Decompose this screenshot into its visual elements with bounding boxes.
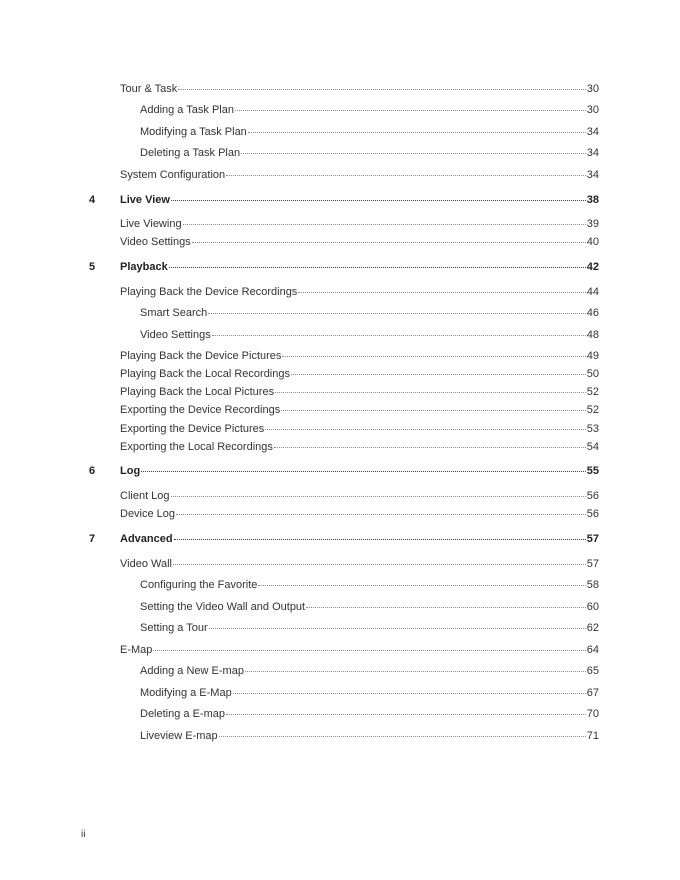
- toc-chapter-page: 57: [586, 533, 599, 545]
- toc-entry-page: 34: [586, 169, 599, 181]
- toc-entry-title: Exporting the Device Pictures: [120, 423, 265, 435]
- toc-entry-page: 54: [586, 441, 599, 453]
- toc-entry-title: Modifying a Task Plan: [140, 126, 247, 138]
- dot-leader: [183, 224, 586, 225]
- toc-entry-page: 52: [586, 404, 599, 416]
- toc-entry-page: 57: [586, 558, 599, 570]
- toc-entry-title: Liveview E-map: [140, 730, 218, 742]
- toc-entry[interactable]: [0, 305, 680, 321]
- toc-entry-title: Video Settings: [140, 329, 211, 341]
- toc-entry-title: Playing Back the Device Recordings: [120, 286, 298, 298]
- toc-entry-page: 48: [586, 329, 599, 341]
- toc-entry[interactable]: [0, 706, 680, 722]
- dot-leader: [176, 514, 586, 515]
- toc-entry-title: Video Wall: [120, 558, 172, 570]
- toc-entry[interactable]: [0, 384, 680, 400]
- dot-leader: [192, 242, 586, 243]
- dot-leader: [306, 607, 586, 608]
- toc-entry-title: Playing Back the Device Pictures: [120, 350, 282, 362]
- dot-leader: [226, 175, 586, 176]
- toc-entry-title: Video Settings: [120, 236, 191, 248]
- toc-entry[interactable]: [0, 102, 680, 118]
- toc-entry[interactable]: [0, 506, 680, 522]
- dot-leader: [265, 429, 585, 430]
- toc-entry-page: 44: [586, 286, 599, 298]
- dot-leader: [235, 110, 586, 111]
- toc-chapter-title: Playback: [120, 261, 168, 273]
- toc-entry-title: Playing Back the Local Pictures: [120, 386, 275, 398]
- toc-entry[interactable]: [0, 81, 680, 97]
- dot-leader: [291, 374, 586, 375]
- toc-chapter-title: Log: [120, 465, 141, 477]
- toc-entry[interactable]: [0, 234, 680, 250]
- toc-entry-page: 71: [586, 730, 599, 742]
- toc-entry-page: 49: [586, 350, 599, 362]
- footer-page-number: ii: [81, 829, 86, 840]
- toc-chapter-page: 55: [586, 465, 599, 477]
- toc-entry-title: Modifying a E-Map: [140, 687, 232, 699]
- toc-entry-title: Exporting the Device Recordings: [120, 404, 281, 416]
- dot-leader: [258, 585, 585, 586]
- toc-entry-title: Live Viewing: [120, 218, 182, 230]
- toc-entry-page: 56: [586, 490, 599, 502]
- toc-entry[interactable]: [0, 167, 680, 183]
- dot-leader: [153, 650, 585, 651]
- toc-entry-title: Tour & Task: [120, 83, 178, 95]
- dot-leader: [212, 335, 586, 336]
- toc-entry-page: 30: [586, 83, 599, 95]
- toc-entry-title: Adding a New E-map: [140, 665, 244, 677]
- toc-entry-page: 62: [586, 622, 599, 634]
- chapter-number: 4: [89, 194, 96, 206]
- chapter-number: 7: [89, 533, 96, 545]
- dot-leader: [226, 714, 586, 715]
- toc-entry-page: 70: [586, 708, 599, 720]
- toc-chapter[interactable]: [0, 463, 680, 479]
- toc-entry-page: 53: [586, 423, 599, 435]
- toc-entry-title: Setting the Video Wall and Output: [140, 601, 306, 613]
- toc-entry[interactable]: [0, 685, 680, 701]
- toc-entry[interactable]: [0, 348, 680, 364]
- dot-leader: [298, 292, 585, 293]
- toc-chapter[interactable]: [0, 259, 680, 275]
- dot-leader: [233, 693, 586, 694]
- toc-entry-page: 52: [586, 386, 599, 398]
- dot-leader: [171, 496, 586, 497]
- toc-entry-title: Playing Back the Local Recordings: [120, 368, 290, 380]
- toc-entry[interactable]: [0, 216, 680, 232]
- toc-entry-page: 56: [586, 508, 599, 520]
- chapter-number: 6: [89, 465, 96, 477]
- toc-entry[interactable]: [0, 284, 680, 300]
- toc-entry[interactable]: [0, 620, 680, 636]
- dot-leader: [174, 539, 586, 540]
- toc-chapter-title: Advanced: [120, 533, 173, 545]
- toc-entry[interactable]: [0, 663, 680, 679]
- toc-entry[interactable]: [0, 421, 680, 437]
- dot-leader: [178, 89, 585, 90]
- dot-leader: [274, 447, 586, 448]
- toc-entry-page: 60: [586, 601, 599, 613]
- dot-leader: [219, 736, 586, 737]
- toc-entry[interactable]: [0, 145, 680, 161]
- dot-leader: [275, 392, 586, 393]
- toc-entry-page: 34: [586, 147, 599, 159]
- dot-leader: [282, 356, 585, 357]
- toc-entry-title: Deleting a Task Plan: [140, 147, 241, 159]
- toc-entry-title: Smart Search: [140, 307, 208, 319]
- toc-entry-title: Device Log: [120, 508, 176, 520]
- toc-entry-page: 65: [586, 665, 599, 677]
- toc-entry-page: 40: [586, 236, 599, 248]
- toc-entry-title: Client Log: [120, 490, 170, 502]
- toc-entry[interactable]: [0, 577, 680, 593]
- toc-entry-page: 39: [586, 218, 599, 230]
- toc-chapter[interactable]: [0, 531, 680, 547]
- toc-entry[interactable]: [0, 599, 680, 615]
- toc-entry[interactable]: [0, 402, 680, 418]
- toc-entry-title: Adding a Task Plan: [140, 104, 234, 116]
- toc-entry[interactable]: [0, 642, 680, 658]
- toc-entry[interactable]: [0, 124, 680, 140]
- toc-entry-title: System Configuration: [120, 169, 226, 181]
- toc-chapter[interactable]: [0, 192, 680, 208]
- toc-entry-title: Exporting the Local Recordings: [120, 441, 273, 453]
- dot-leader: [141, 471, 586, 472]
- chapter-number: 5: [89, 261, 96, 273]
- dot-leader: [173, 564, 586, 565]
- toc-entry-page: 50: [586, 368, 599, 380]
- toc-entry-title: Configuring the Favorite: [140, 579, 258, 591]
- toc-entry-page: 67: [586, 687, 599, 699]
- dot-leader: [171, 200, 586, 201]
- toc-entry-page: 46: [586, 307, 599, 319]
- toc-entry-title: Deleting a E-map: [140, 708, 225, 720]
- toc-entry-title: Setting a Tour: [140, 622, 208, 634]
- toc-entry-page: 58: [586, 579, 599, 591]
- dot-leader: [169, 267, 586, 268]
- toc-entry[interactable]: [0, 439, 680, 455]
- toc-entry-page: 64: [586, 644, 599, 656]
- toc-entry-page: 34: [586, 126, 599, 138]
- toc-entry[interactable]: [0, 327, 680, 343]
- toc-entry[interactable]: [0, 556, 680, 572]
- dot-leader: [248, 132, 586, 133]
- dot-leader: [209, 628, 586, 629]
- toc-chapter-title: Live View: [120, 194, 170, 206]
- toc-chapter-page: 42: [586, 261, 599, 273]
- toc-entry-title: E-Map: [120, 644, 153, 656]
- toc-entry[interactable]: [0, 366, 680, 382]
- toc-entry[interactable]: [0, 728, 680, 744]
- dot-leader: [281, 410, 586, 411]
- toc-entry-page: 30: [586, 104, 599, 116]
- dot-leader: [241, 153, 586, 154]
- dot-leader: [245, 671, 586, 672]
- toc-chapter-page: 38: [586, 194, 599, 206]
- toc-entry[interactable]: [0, 488, 680, 504]
- dot-leader: [208, 313, 586, 314]
